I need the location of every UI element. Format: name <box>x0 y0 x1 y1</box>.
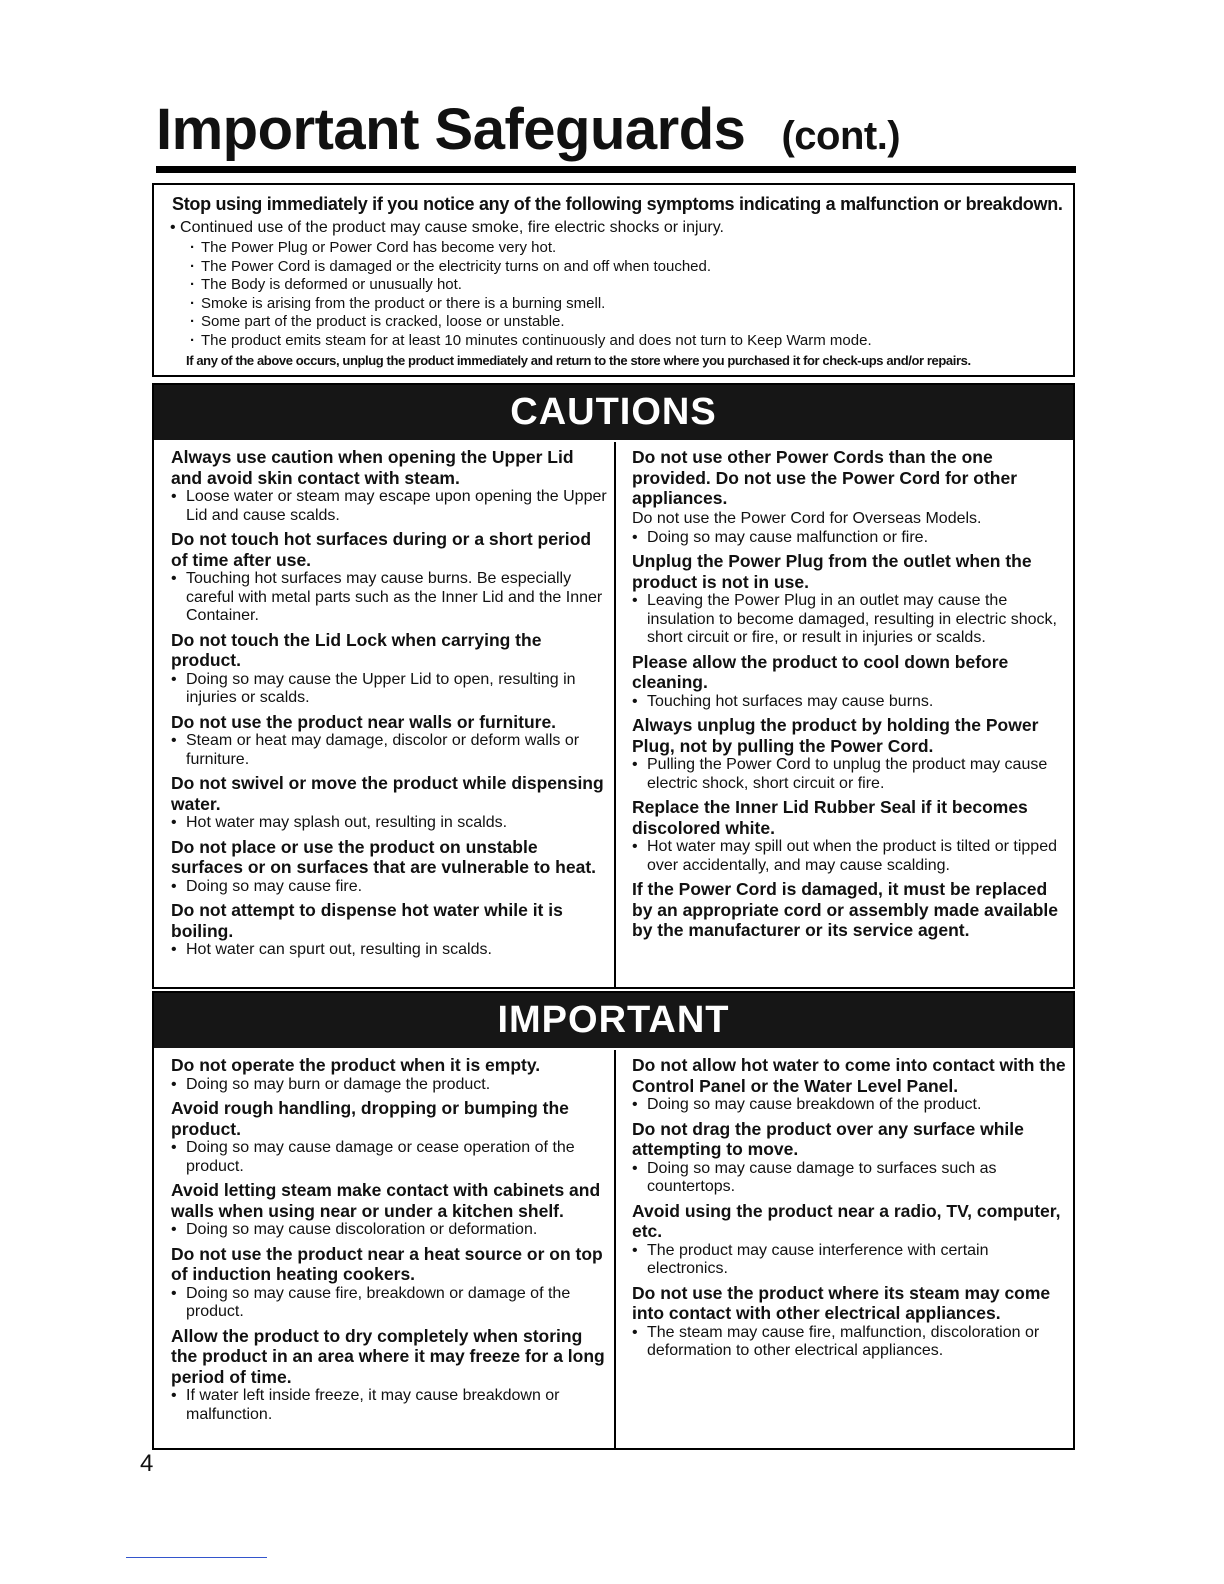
item-bullets <box>632 756 1068 793</box>
important-left-column <box>171 1055 609 1428</box>
bullet-item <box>632 693 1068 712</box>
bullet-item <box>171 732 609 769</box>
item-heading: Do not attempt to dispense hot water while it is boiling. <box>171 900 563 941</box>
bullet-text: Doing so may cause malfunction or fire. <box>647 528 929 546</box>
safety-item <box>632 1119 1068 1197</box>
safety-item <box>171 900 609 960</box>
symptom-item: · The Power Cord is damaged or the electricity turns on and off when touched. <box>190 258 872 277</box>
page-title <box>156 92 1076 174</box>
footer-line <box>126 1557 267 1558</box>
column-divider <box>614 1050 616 1448</box>
item-bullets <box>632 693 1068 712</box>
item-bullets <box>171 570 609 626</box>
column-divider <box>614 442 616 987</box>
page-number: 4 <box>140 1450 154 1477</box>
item-bullets <box>171 1387 609 1424</box>
stop-box-footer: If any of the above occurs, unplug the product immediately and return to the store where you purchased it for check-ups and/or repairs. <box>186 353 971 368</box>
safety-item <box>171 1326 609 1425</box>
page-title-suffix: (cont.) <box>781 114 901 158</box>
item-bullets <box>171 488 609 525</box>
symptom-item: · Smoke is arising from the product or there is a burning smell. <box>190 295 872 314</box>
bullet-text: Doing so may cause damage to surfaces such as countertops. <box>647 1159 997 1195</box>
bullet-item <box>632 1242 1068 1279</box>
safety-item <box>171 773 609 833</box>
item-bullets <box>632 1324 1068 1361</box>
stop-using-box <box>152 183 1075 377</box>
item-bullets <box>171 732 609 769</box>
bullet-item <box>632 838 1068 875</box>
bullet-item <box>171 814 609 833</box>
bullet-text: Steam or heat may damage, discolor or deform walls or furniture. <box>186 732 580 768</box>
bullet-text: Touching hot surfaces may cause burns. <box>647 692 934 710</box>
item-heading: Do not swivel or move the product while dispensing water. <box>171 773 604 814</box>
bullet-item <box>632 592 1068 648</box>
bullet-text: Leaving the Power Plug in an outlet may cause the insulation to become damaged, resulting in electric shock, short circuit or fire, or result in injuries or scalds. <box>647 592 1057 646</box>
bullet-item <box>171 1221 609 1240</box>
item-bullets <box>171 941 609 960</box>
safety-item <box>171 1244 609 1322</box>
bullet-text: Doing so may burn or damage the product. <box>186 1075 491 1093</box>
item-heading: If the Power Cord is damaged, it must be replaced by an appropriate cord or assembly made available by the manufacturer or its service agent. <box>632 879 1058 940</box>
bullet-text: Hot water may spill out when the product is tilted or tipped over accidentally, and may cause scalding. <box>647 838 1057 874</box>
item-bullets <box>632 592 1068 648</box>
title-rule <box>156 166 1076 173</box>
important-title: IMPORTANT <box>154 993 1073 1048</box>
safety-item <box>171 1180 609 1240</box>
bullet-text: The product may cause interference with certain electronics. <box>647 1241 989 1277</box>
bullet-item <box>171 488 609 525</box>
safety-item <box>632 447 1068 547</box>
item-bullets <box>171 671 609 708</box>
bullet-text: Touching hot surfaces may cause burns. Be especially careful with metal parts such as the Inner Lid and the Inner Container. <box>186 570 603 624</box>
safety-item <box>171 712 609 770</box>
bullet-item <box>632 1324 1068 1361</box>
item-bullets <box>171 1285 609 1322</box>
bullet-item <box>171 570 609 626</box>
safety-item <box>171 529 609 626</box>
item-heading: Avoid using the product near a radio, TV, computer, etc. <box>632 1200 1061 1241</box>
bullet-text: Doing so may cause fire. <box>186 877 363 895</box>
item-heading: Please allow the product to cool down before cleaning. <box>632 651 1009 692</box>
bullet-text: Doing so may cause breakdown of the product. <box>647 1096 982 1113</box>
bullet-item <box>632 1160 1068 1197</box>
safety-item <box>171 630 609 708</box>
item-heading: Replace the Inner Lid Rubber Seal if it becomes discolored white. <box>632 797 1028 838</box>
item-bullets <box>171 814 609 833</box>
item-bullets <box>171 878 609 897</box>
bullet-item <box>171 878 609 897</box>
bullet-item <box>171 1387 609 1424</box>
bullet-text: Doing so may cause fire, breakdown or damage of the product. <box>186 1284 571 1320</box>
cautions-panel <box>152 383 1075 989</box>
safety-item <box>632 1055 1068 1115</box>
item-note: Do not use the Power Cord for Overseas Models. <box>632 509 982 527</box>
page-header <box>156 92 1076 174</box>
safety-item <box>632 652 1068 712</box>
item-bullets <box>632 838 1068 875</box>
symptom-item: · The Power Plug or Power Cord has become very hot. <box>190 239 872 258</box>
cautions-left-column <box>171 447 609 964</box>
cautions-title: CAUTIONS <box>154 385 1073 440</box>
bullet-item <box>632 756 1068 793</box>
bullet-item <box>171 1285 609 1322</box>
bullet-text: Hot water may splash out, resulting in scalds. <box>186 814 508 831</box>
safety-item <box>632 551 1068 648</box>
bullet-text: Loose water or steam may escape upon opening the Upper Lid and cause scalds. <box>186 488 607 524</box>
bullet-text: Doing so may cause discoloration or deformation. <box>186 1221 538 1238</box>
item-bullets <box>632 1242 1068 1279</box>
bullet-text: Doing so may cause damage or cease operation of the product. <box>186 1139 575 1175</box>
item-heading: Do not touch hot surfaces during or a short period of time after use. <box>171 529 592 570</box>
safety-item <box>171 447 609 525</box>
item-heading: Avoid letting steam make contact with cabinets and walls when using near or under a kitchen shelf. <box>171 1180 601 1221</box>
bullet-text: The steam may cause fire, malfunction, discoloration or deformation to other electrical appliances. <box>647 1323 1040 1359</box>
bullet-item <box>171 1139 609 1176</box>
item-heading: Always use caution when opening the Upper Lid and avoid skin contact with steam. <box>171 447 574 488</box>
bullet-item <box>632 529 1068 548</box>
item-heading: Do not use the product near walls or furniture. <box>171 711 557 732</box>
item-bullets <box>632 1096 1068 1115</box>
bullet-text: Hot water can spurt out, resulting in scalds. <box>186 941 492 958</box>
bullet-item <box>171 1076 609 1095</box>
item-heading: Unplug the Power Plug from the outlet when the product is not in use. <box>632 551 1032 592</box>
item-heading: Always unplug the product by holding the Power Plug, not by pulling the Power Cord. <box>632 715 1039 756</box>
item-heading: Do not allow hot water to come into contact with the Control Panel or the Water Level Panel. <box>632 1055 1066 1096</box>
item-heading: Do not use other Power Cords than the one provided. Do not use the Power Cord for other appliances. <box>632 447 1018 508</box>
item-bullets <box>632 529 1068 548</box>
symptom-item: · Some part of the product is cracked, loose or unstable. <box>190 313 872 332</box>
safety-item <box>632 715 1068 793</box>
bullet-item <box>171 941 609 960</box>
safety-item <box>632 879 1068 941</box>
symptom-item: · The Body is deformed or unusually hot. <box>190 276 872 295</box>
bullet-item <box>632 1096 1068 1115</box>
item-bullets <box>171 1221 609 1240</box>
item-heading: Do not touch the Lid Lock when carrying the product. <box>171 629 542 670</box>
symptom-list <box>190 239 872 351</box>
important-right-column <box>632 1055 1068 1365</box>
safety-item <box>171 1055 609 1094</box>
safety-item <box>171 837 609 897</box>
bullet-text: If water left inside freeze, it may cause breakdown or malfunction. <box>186 1387 560 1423</box>
stop-box-intro: • Continued use of the product may cause smoke, fire electric shocks or injury. <box>170 219 724 236</box>
cautions-right-column <box>632 447 1068 943</box>
bullet-text: Pulling the Power Cord to unplug the product may cause electric shock, short circuit or fire. <box>647 756 1048 792</box>
item-bullets <box>632 1160 1068 1197</box>
item-heading: Avoid rough handling, dropping or bumping the product. <box>171 1098 569 1139</box>
item-heading: Do not use the product near a heat source or on top of induction heating cookers. <box>171 1243 603 1284</box>
safety-item <box>632 1201 1068 1279</box>
item-heading: Do not use the product where its steam may come into contact with other electrical appliances. <box>632 1282 1051 1323</box>
item-bullets <box>171 1076 609 1095</box>
item-heading: Do not drag the product over any surface while attempting to move. <box>632 1118 1024 1159</box>
item-heading: Do not place or use the product on unstable surfaces or on surfaces that are vulnerable to heat. <box>171 836 597 877</box>
safety-item <box>632 797 1068 875</box>
important-panel <box>152 991 1075 1450</box>
item-bullets <box>171 1139 609 1176</box>
stop-box-heading: Stop using immediately if you notice any of the following symptoms indicating a malfunction or breakdown. <box>172 194 1063 214</box>
bullet-item <box>171 671 609 708</box>
item-heading: Do not operate the product when it is empty. <box>171 1055 541 1075</box>
safety-item <box>171 1098 609 1176</box>
item-heading: Allow the product to dry completely when storing the product in an area where it may freeze for a long period of time. <box>171 1325 605 1387</box>
safety-item <box>632 1283 1068 1361</box>
symptom-item: · The product emits steam for at least 10 minutes continuously and does not turn to Keep Warm mode. <box>190 332 872 351</box>
bullet-text: Doing so may cause the Upper Lid to open, resulting in injuries or scalds. <box>186 670 576 706</box>
page-title-text: Important Safeguards <box>156 97 746 162</box>
